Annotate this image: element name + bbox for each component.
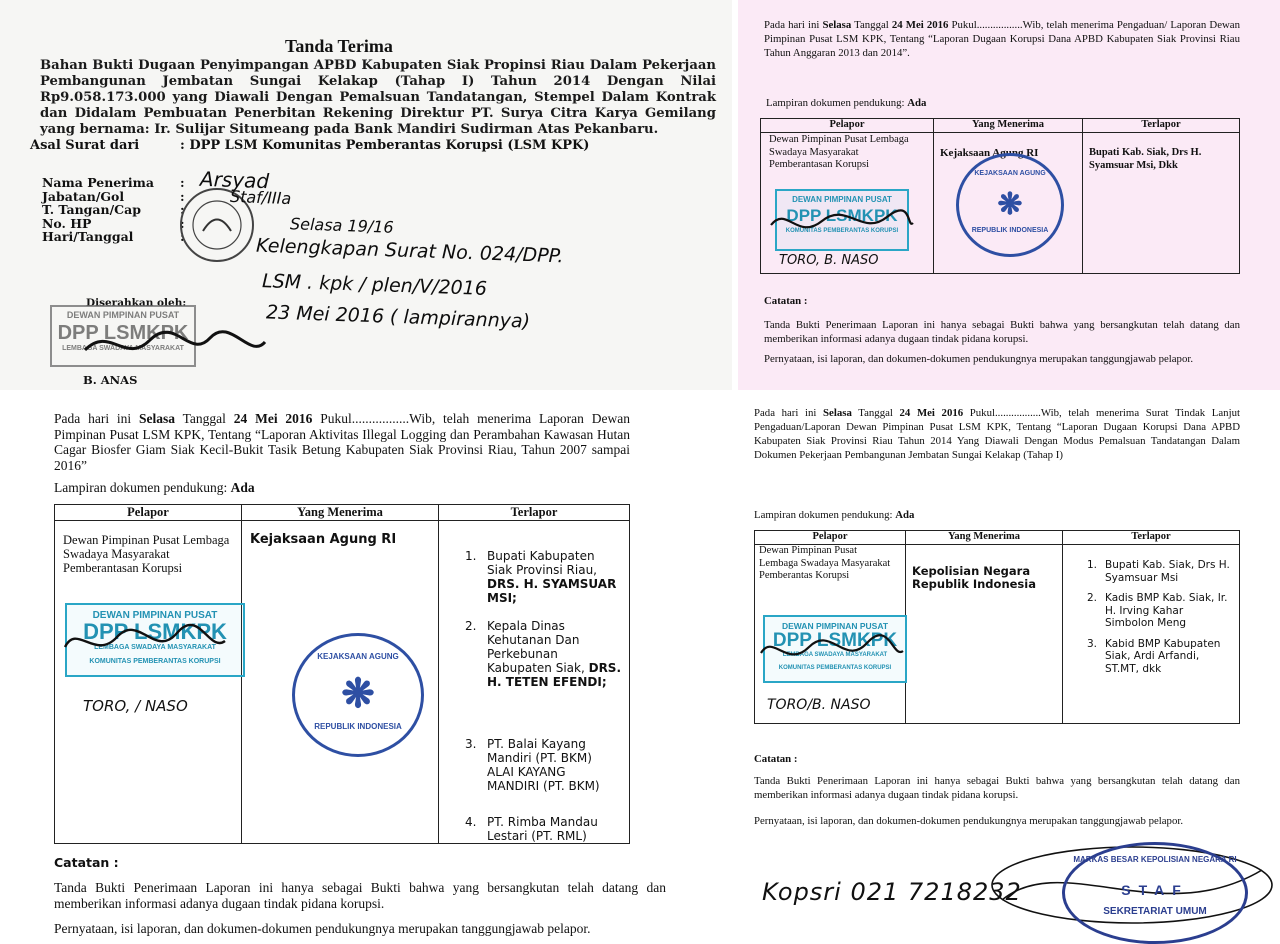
colon: : xyxy=(180,175,185,190)
menerima-text: Kejaksaan Agung RI xyxy=(940,147,1039,159)
pelapor-signature-name: TORO, / NASO xyxy=(83,697,188,715)
stamp-line: LEMBAGA SWADAYA MASYARAKAT xyxy=(94,644,216,651)
signature-icon xyxy=(80,320,270,370)
intro-tanggal: Tanggal xyxy=(175,411,234,426)
asal-surat-value: : DPP LSM Komunitas Pemberantas Korupsi (LSM KPK) xyxy=(180,138,590,153)
stamp-line: DPP LSMKPK xyxy=(83,619,227,644)
intro-tanggal: Tanggal xyxy=(851,19,892,31)
intro-text: Pukul.................Wib, telah menerima Laporan Dewan Pimpinan Pusat LSM KPK, Tentang “Laporan Aktivitas Illegal Logging dan Perambahan Kawasan Hutan Cagar Biosfer Giam Siak Kecil-Bukit Tasik Betung Kabupaten Siak Provinsi Riau, Tahun 2007 sampai 2016” xyxy=(54,411,630,473)
terlapor-text: PT. Balai Kayang Mandiri (PT. BKM) ALAI KAYANG MANDIRI (PT. BKM) xyxy=(487,737,600,793)
pelapor-signature-name: TORO/B. NASO xyxy=(767,697,871,713)
lampiran-value: Ada xyxy=(907,97,927,109)
cell-terlapor xyxy=(1063,545,1240,724)
cell-terlapor xyxy=(439,521,630,844)
seal-line: REPUBLIK INDONESIA xyxy=(314,722,402,731)
pelapor-text: Dewan Pimpinan Pusat Lembaga Swadaya Masyarakat Pemberantasan Korupsi xyxy=(769,134,909,170)
lampiran-label: Lampiran dokumen pendukung: xyxy=(54,480,231,495)
collage-divider xyxy=(732,0,738,944)
terlapor-entry xyxy=(487,549,621,605)
terlapor-text: Bupati Kabupaten Siak Provinsi Riau, xyxy=(487,549,597,577)
terlapor-text: Kadis BMP Kab. Siak, Ir. H. Irving Kahar Simbolon Meng xyxy=(1105,592,1228,629)
stamp-line: KOMUNITAS PEMBERANTAS KORUPSI xyxy=(785,228,899,234)
colon: : xyxy=(180,229,185,244)
colon: : xyxy=(180,202,185,217)
kejaksaan-seal xyxy=(956,153,1064,257)
seal-line: KEJAKSAAN AGUNG xyxy=(317,652,399,661)
terlapor-bold: DRS. H. SYAMSUAR MSI; xyxy=(487,577,617,605)
signature-icon xyxy=(757,629,907,673)
signature-icon xyxy=(767,203,917,243)
seal-line: STAF xyxy=(1121,882,1189,898)
asal-surat-label: Asal Surat dari xyxy=(30,138,140,153)
field-tanda-tangan: T. Tangan/Cap xyxy=(42,202,141,217)
field-nama-penerima: Nama Penerima xyxy=(42,175,154,190)
lampiran-value: Ada xyxy=(895,509,915,521)
cell-pelapor xyxy=(755,545,906,724)
handwriting-line-2: LSM . kpk / plen/V/2016 xyxy=(261,270,488,300)
lampiran-label: Lampiran dokumen pendukung: xyxy=(766,97,908,109)
seal-line: MARKAS BESAR KEPOLISIAN NEGARA RI xyxy=(1073,855,1237,864)
header-pelapor: Pelapor xyxy=(55,505,242,521)
receipt-table xyxy=(754,530,1240,724)
stamp-line: LEMBAGA SWADAYA MASYARAKAT xyxy=(62,345,184,352)
header-terlapor: Terlapor xyxy=(439,505,630,521)
terlapor-item xyxy=(1087,559,1233,584)
document-title: Tanda Terima xyxy=(285,36,393,56)
garuda-icon: ❋ xyxy=(341,672,375,716)
lampiran-line xyxy=(754,508,914,522)
header-terlapor: Terlapor xyxy=(1083,119,1240,133)
receipt-table xyxy=(760,118,1240,274)
handwriting-hari: Selasa 19/16 xyxy=(289,214,394,237)
stamp-line: KOMUNITAS PEMBERANTAS KORUPSI xyxy=(778,664,892,671)
intro-date: 24 Mei 2016 xyxy=(233,411,313,426)
receipt-table xyxy=(54,504,630,844)
intro-text: Pukul.................Wib, telah menerima Pengaduan/ Laporan Dewan Pimpinan Pusat LSM KPK, Tentang “Laporan Dugaan Korupsi Dana APBD Kabupaten Siak Provinsi Riau Tahun Anggaran 2013 dan 2014”. xyxy=(764,19,1240,59)
receipt-intro xyxy=(54,411,630,473)
intro-text: Pukul.................Wib, telah menerima Surat Tindak Lanjut Pengaduan/Laporan Dewan Pimpinan Pusat LSM KPK, Tentang “Laporan Dugaan Korupsi Dana APBD Kabupaten Siak Provinsi Riau Tahun 2014 Yang Diawali Dengan Modus Pemalsuan Tandatangan Dalam Dokumen Pekerjaan Pembangunan Jembatan Sungai Kelakap (Tahap I) xyxy=(754,407,1240,461)
field-jabatan: Jabatan/Gol xyxy=(42,188,125,204)
catatan-label: Catatan : xyxy=(754,753,798,765)
lampiran-line xyxy=(54,480,255,496)
field-hari-tanggal: Hari/Tanggal xyxy=(42,229,134,244)
stamp-line: DEWAN PIMPINAN PUSAT xyxy=(781,621,889,631)
catatan-label: Catatan : xyxy=(54,855,119,870)
intro-text: Pada hari ini xyxy=(764,19,823,31)
cell-yang-menerima xyxy=(242,521,439,844)
cell-terlapor xyxy=(1083,133,1240,274)
header-yang-menerima: Yang Menerima xyxy=(242,505,439,521)
seal-line: REPUBLIK INDONESIA xyxy=(971,226,1049,234)
seal-line: SEKRETARIAT UMUM xyxy=(1103,906,1207,917)
terlapor-number: 3. xyxy=(1087,637,1098,650)
signature-icon xyxy=(59,617,229,667)
catatan-note-1: Tanda Bukti Penerimaan Laporan ini hanya sebagai Bukti bahwa yang bersangkutan telah datang dan memberikan informasi adanya dugaan tindak pidana korupsi. xyxy=(754,775,1240,801)
intro-day: Selasa xyxy=(822,19,852,31)
header-terlapor: Terlapor xyxy=(1063,531,1240,545)
terlapor-bold: DRS. H. TETEN EFENDI; xyxy=(487,661,622,689)
receipt-intro xyxy=(764,18,1240,60)
pelapor-text: Dewan Pimpinan Pusat Lembaga Swadaya Masyarakat Pemberantasan Korupsi xyxy=(63,533,230,575)
catatan-note-1: Tanda Bukti Penerimaan Laporan ini hanya sebagai Bukti bahwa yang bersangkutan telah datang dan memberikan informasi adanya dugaan tindak pidana korupsi. xyxy=(764,319,1240,345)
document-body: Bahan Bukti Dugaan Penyimpangan APBD Kabupaten Siak Propinsi Riau Dalam Pekerjaan Pembangunan Jembatan Sungai Kelakap (Tahap I) Tahun 2014 Dengan Nilai Rp9.058.173.000 yang Diawali Dengan Pemalsuan Tandatangan, Stempel Dalam Kontrak dan Didalam Pembuatan Penerbitan Rekening Direktur PT. Surya Citra Karya Gemilang yang bernama: Ir. Sulijar Situmeang pada Bank Mandiri Sudirman Atas Pekanbaru. xyxy=(40,58,716,137)
terlapor-list xyxy=(1063,545,1239,675)
intro-text: Pada hari ini xyxy=(754,407,824,419)
receipt-intro xyxy=(754,406,1240,462)
intro-day: Selasa xyxy=(139,411,176,426)
terlapor-number: 4. xyxy=(465,815,477,829)
terlapor-number: 2. xyxy=(1087,592,1098,604)
terlapor-item xyxy=(1087,592,1233,630)
recipient-fields xyxy=(42,176,154,244)
receipt-tanda-terima xyxy=(0,0,732,390)
colon: : xyxy=(180,188,185,204)
garuda-icon: ❋ xyxy=(997,187,1023,221)
receipt-kepolisian xyxy=(732,390,1280,944)
stamp-line: DEWAN PIMPINAN PUSAT xyxy=(92,610,218,621)
stamp-line: DEWAN PIMPINAN PUSAT xyxy=(792,195,892,204)
receipt-kejaksaan-illegal-logging xyxy=(0,390,732,944)
field-no-hp: No. HP xyxy=(42,215,92,231)
header-pelapor: Pelapor xyxy=(755,531,906,545)
handwriting-nama: Arsyad xyxy=(199,166,270,194)
handwritten-phone-note: Kopsri 021 7218232 xyxy=(762,878,1022,906)
terlapor-item xyxy=(465,737,621,793)
terlapor-number: 2. xyxy=(465,619,477,633)
terlapor-item xyxy=(465,549,621,605)
cell-yang-menerima xyxy=(934,133,1083,274)
cell-yang-menerima xyxy=(906,545,1063,724)
stamp-line: KOMUNITAS PEMBERANTAS KORUPSI xyxy=(89,658,221,665)
terlapor-list xyxy=(439,521,629,843)
stamp-line: DEWAN PIMPINAN PUSAT xyxy=(66,310,180,320)
cell-pelapor xyxy=(55,521,242,844)
header-yang-menerima: Yang Menerima xyxy=(934,119,1083,133)
lampiran-label: Lampiran dokumen pendukung: xyxy=(754,509,896,521)
header-yang-menerima: Yang Menerima xyxy=(906,531,1063,545)
catatan-note-2: Pernyataan, isi laporan, dan dokumen-dokumen pendukungnya merupakan tanggungjawab pelapor. xyxy=(54,921,591,936)
handwriting-jabatan: Staf/IIIa xyxy=(229,186,292,209)
seal-line: KEJAKSAAN AGUNG xyxy=(974,170,1046,177)
stamp-line: DPP LSMKPK xyxy=(772,629,898,651)
lampiran-value: Ada xyxy=(230,480,255,495)
colon: : xyxy=(180,215,185,231)
pelapor-signature-name: TORO, B. NASO xyxy=(779,253,879,268)
signer-name: B. ANAS xyxy=(83,373,138,387)
menerima-text: Kepolisian Negara Republik Indonesia xyxy=(912,564,1036,591)
pelapor-text: Dewan Pimpinan Pusat Lembaga Swadaya Masyarakat Pemberantas Korupsi xyxy=(759,545,891,581)
intro-tanggal: Tanggal xyxy=(851,407,900,419)
intro-date: 24 Mei 2016 xyxy=(899,407,964,419)
terlapor-text: PT. Rimba Mandau Lestari (PT. RML) xyxy=(487,815,598,843)
kepolisian-seal xyxy=(1062,842,1248,944)
catatan-note-1: Tanda Bukti Penerimaan Laporan ini hanya sebagai Bukti bahwa yang bersangkutan telah datang dan memberikan informasi adanya dugaan tindak pidana korupsi. xyxy=(54,880,666,911)
terlapor-number: 1. xyxy=(1087,559,1098,571)
terlapor-text: Bupati Kab. Siak, Drs H. Syamsuar Msi, Dkk xyxy=(1089,147,1202,171)
stamp-line: DPP LSMKPK xyxy=(57,322,189,344)
handwriting-line-1: Kelengkapan Surat No. 024/DPP. xyxy=(255,234,564,268)
catatan-note-2: Pernyataan, isi laporan, dan dokumen-dokumen pendukungnya merupakan tanggungjawab pelapor. xyxy=(754,815,1184,827)
intro-text: Pada hari ini xyxy=(54,411,139,426)
terlapor-text: Kabid BMP Kabupaten Siak, Ardi Arfandi, ST.MT, dkk xyxy=(1105,637,1221,675)
menerima-text: Kejaksaan Agung RI xyxy=(250,532,397,547)
stamp-line: LEMBAGA SWADAYA MASYARAKAT xyxy=(782,652,888,658)
terlapor-number: 3. xyxy=(465,737,477,751)
catatan-note-2: Pernyataan, isi laporan, dan dokumen-dokumen pendukungnya merupakan tanggungjawab pelapor. xyxy=(764,353,1194,365)
terlapor-entry xyxy=(487,619,621,689)
stamp-line: DPP LSMKPK xyxy=(786,205,898,225)
terlapor-item xyxy=(1087,638,1233,676)
kejaksaan-seal xyxy=(292,633,424,757)
receipt-kejaksaan-apbd xyxy=(732,0,1280,390)
terlapor-text: Bupati Kab. Siak, Drs H. Syamsuar Msi xyxy=(1105,559,1230,584)
diserahkan-label: Diserahkan oleh: xyxy=(86,297,187,309)
catatan-label: Catatan : xyxy=(764,295,808,307)
terlapor-item xyxy=(465,815,621,843)
terlapor-number: 1. xyxy=(465,549,477,563)
cell-pelapor xyxy=(761,133,934,274)
terlapor-text: Kepala Dinas Kehutanan Dan Perkebunan Kabupaten Siak, xyxy=(487,619,585,675)
terlapor-item xyxy=(465,619,621,689)
intro-date: 24 Mei 2016 xyxy=(891,19,949,31)
lampiran-line xyxy=(766,96,926,110)
intro-day: Selasa xyxy=(823,407,852,419)
header-pelapor: Pelapor xyxy=(761,119,934,133)
handwriting-line-3: 23 Mei 2016 ( lampirannya) xyxy=(265,301,531,333)
